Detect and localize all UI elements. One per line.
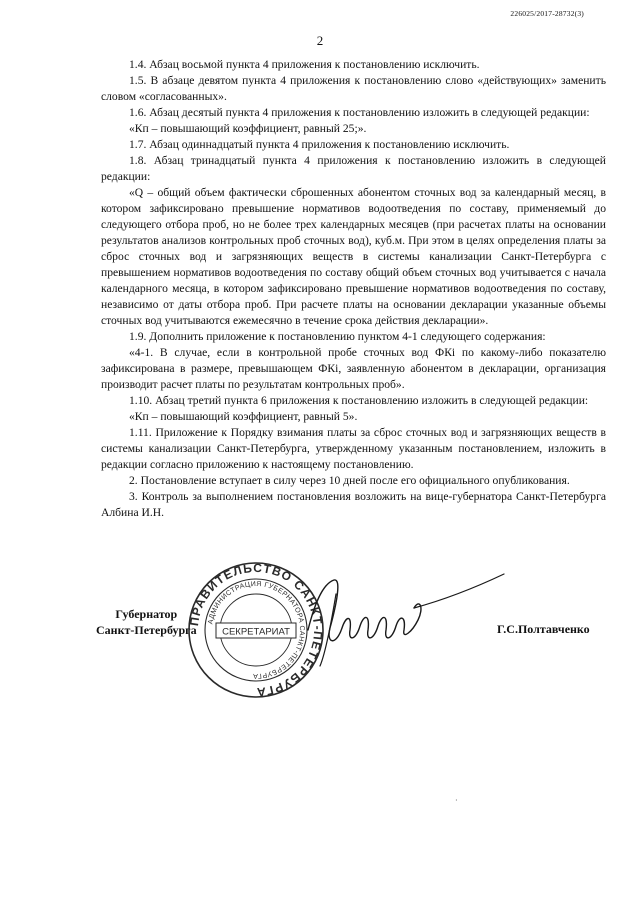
speck-mark: · [455, 796, 458, 805]
document-body [101, 57, 606, 521]
paragraph-1-4: 1.4. Абзац восьмой пункта 4 приложения к постановлению исключить. [129, 58, 480, 71]
stamp-outer-text: ПРАВИТЕЛЬСТВО САНКТ-ПЕТЕРБУРГА [187, 560, 326, 700]
paragraph-1-6-quote: «Кп – повышающий коэффициент, равный 25;». [129, 122, 367, 135]
paragraph-1-5: 1.5. В абзаце девятом пункта 4 приложения к постановлению слово «действующих» заменить словом «согласованных». [101, 74, 606, 103]
signatory-title-line2: Санкт-Петербурга [96, 623, 197, 637]
document-id: 226025/2017-28732(3) [510, 9, 584, 18]
stamp-center-text: СЕКРЕТАРИАТ [222, 626, 290, 638]
page-number: 2 [316, 33, 324, 48]
paragraph-2: 2. Постановление вступает в силу через 10 дней после его официального опубликования. [129, 474, 570, 487]
stamp-inner-text: АДМИНИСТРАЦИЯ ГУБЕРНАТОРА САНКТ-ПЕТЕРБУРГА [207, 580, 306, 680]
handwritten-signature [296, 568, 511, 668]
paragraph-1-9: 1.9. Дополнить приложение к постановлению пунктом 4-1 следующего содержания: [129, 330, 546, 343]
paragraph-1-10: 1.10. Абзац третий пункта 6 приложения к постановлению изложить в следующей редакции: [129, 394, 589, 407]
signer-name: Г.С.Полтавченко [497, 622, 590, 636]
paragraph-1-7: 1.7. Абзац одиннадцатый пункта 4 приложения к постановлению исключить. [129, 138, 510, 151]
paragraph-1-8: 1.8. Абзац тринадцатый пункта 4 приложения к постановлению изложить в следующей редакции: [101, 154, 606, 183]
paragraph-3: 3. Контроль за выполнением постановления возложить на вице-губернатора Санкт-Петербурга Албина И.Н. [101, 490, 606, 519]
paragraph-1-11: 1.11. Приложение к Порядку взимания платы за сброс сточных вод и загрязняющих веществ в системы канализации Санкт-Петербурга, утвержденному указанным постановлением, изложить в редакции согласно приложению к настоящему постановлению. [101, 426, 606, 471]
paragraph-1-8-quote: «Q – общий объем фактически сброшенных абонентом сточных вод за календарный месяц, в котором зафиксировано превышение нормативов водоотведения по составу, применяемый до следующего отбора проб, но не более трех календарных месяцев (при расчетах платы на основании результатов анализов контрольных проб сточных вод), куб.м. При этом в целях определения платы за сброс сточных вод и загрязняющих веществ в системы канализации Санкт-Петербурга с превышением нормативов водоотведения по составу общий объем сточных вод учитывается с начала календарного месяца, в котором зафиксировано превышение нормативов водоотведения по составу, независимо от даты отбора проб. При расчете платы на основании декларации указанные объемы сточных вод учитываются ежемесячно в течение срока действия декларации». [101, 186, 606, 327]
paragraph-1-6: 1.6. Абзац десятый пункта 4 приложения к постановлению изложить в следующей редакции: [129, 106, 590, 119]
signatory-title-line1: Губернатор [115, 607, 178, 621]
paragraph-1-9-quote: «4-1. В случае, если в контрольной пробе сточных вод ФКi по какому-либо показателю зафиксирована в размере, превышающем ФКi, заявленную абонентом в декларации, организация производит расчет платы по результатам контрольных проб». [101, 346, 606, 391]
paragraph-1-10-quote: «Кп – повышающий коэффициент, равный 5». [129, 410, 358, 423]
signatory-title [96, 606, 197, 638]
